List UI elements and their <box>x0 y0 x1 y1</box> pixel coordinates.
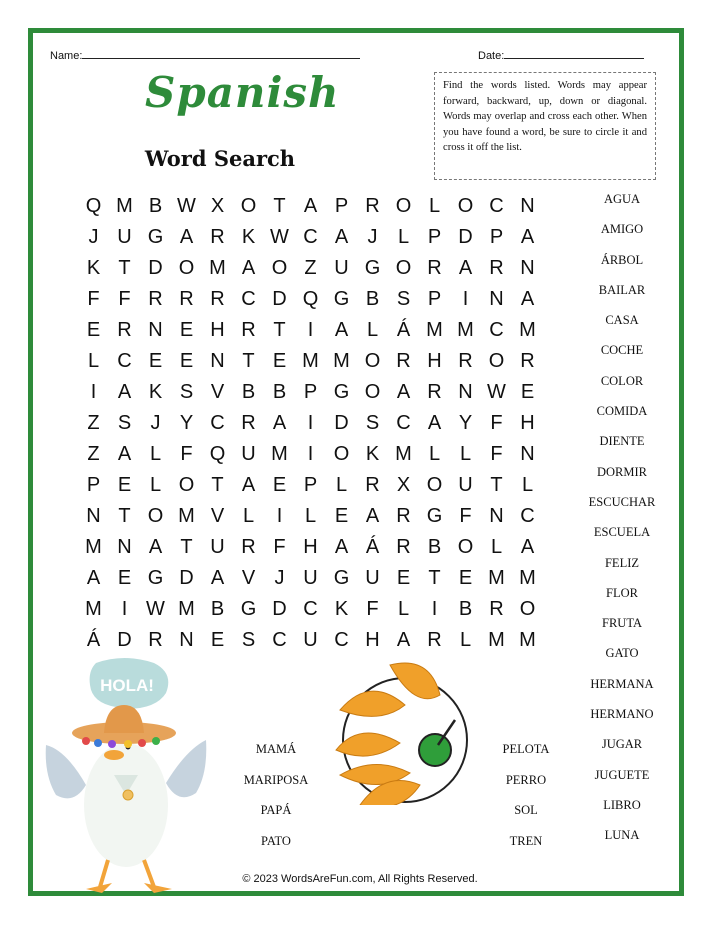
grid-cell[interactable]: G <box>147 226 164 248</box>
title-main: Spanish <box>145 68 340 117</box>
grid-cell[interactable]: W <box>487 381 506 403</box>
grid-cell[interactable]: B <box>272 381 287 403</box>
grid-cell[interactable]: L <box>366 319 379 341</box>
grid-cell[interactable]: C <box>303 226 318 248</box>
empanada-plate-icon <box>330 655 480 805</box>
grid-cell[interactable]: F <box>180 443 193 465</box>
grid-cell[interactable]: H <box>365 629 380 651</box>
grid-cell[interactable]: F <box>490 443 503 465</box>
grid-cell[interactable]: N <box>458 381 473 403</box>
grid-cell[interactable]: X <box>210 195 225 217</box>
grid-cell[interactable]: R <box>396 505 411 527</box>
grid-cell[interactable]: T <box>211 474 224 496</box>
word-item: MAMÁ <box>255 742 297 756</box>
grid-cell[interactable]: T <box>180 536 193 558</box>
grid-cell[interactable]: A <box>396 381 411 403</box>
grid-cell[interactable]: M <box>488 567 505 589</box>
grid-cell[interactable]: G <box>426 505 443 527</box>
grid-cell[interactable]: T <box>118 257 131 279</box>
grid-cell[interactable]: J <box>274 567 285 589</box>
word-item: TREN <box>509 833 543 848</box>
grid-cell[interactable]: D <box>272 598 287 620</box>
grid-cell[interactable]: M <box>457 319 474 341</box>
grid-cell[interactable]: O <box>240 195 257 217</box>
grid-cell[interactable]: L <box>335 474 348 496</box>
grid-cell[interactable]: C <box>303 598 318 620</box>
grid-cell[interactable]: O <box>519 598 536 620</box>
grid-row <box>78 625 543 656</box>
grid-cell[interactable]: E <box>179 319 194 341</box>
word-item: DIENTE <box>599 434 645 449</box>
grid-cell[interactable]: P <box>489 226 504 248</box>
grid-cell[interactable]: N <box>86 505 101 527</box>
grid-cell[interactable]: K <box>148 381 163 403</box>
grid-cell[interactable]: R <box>520 350 535 372</box>
grid-cell[interactable]: M <box>178 598 195 620</box>
grid-cell[interactable]: B <box>458 598 473 620</box>
grid-cell[interactable]: T <box>490 474 503 496</box>
grid-cell[interactable]: E <box>272 350 287 372</box>
word-list-right <box>577 184 667 851</box>
title-sub: Word Search <box>144 146 296 171</box>
grid-cell[interactable]: R <box>148 629 163 651</box>
grid-cell[interactable]: U <box>117 226 132 248</box>
grid-cell[interactable]: O <box>364 350 381 372</box>
word-item: ÁRBOL <box>600 252 644 267</box>
grid-cell[interactable]: N <box>117 536 132 558</box>
grid-cell[interactable]: X <box>396 474 411 496</box>
grid-cell[interactable]: R <box>427 257 442 279</box>
grid-cell[interactable]: B <box>427 536 442 558</box>
word-item: COLOR <box>600 373 644 388</box>
grid-cell[interactable]: R <box>210 226 225 248</box>
grid-row <box>78 315 543 346</box>
grid-cell[interactable]: K <box>365 443 380 465</box>
grid-cell[interactable]: L <box>397 598 410 620</box>
grid-cell[interactable]: E <box>334 505 349 527</box>
grid-cell[interactable]: A <box>117 381 132 403</box>
grid-cell[interactable]: M <box>333 350 350 372</box>
grid-cell[interactable]: N <box>148 319 163 341</box>
grid-cell[interactable]: Z <box>87 412 100 434</box>
grid-cell[interactable]: E <box>117 567 132 589</box>
grid-row <box>78 191 543 222</box>
grid-row <box>78 470 543 501</box>
grid-row <box>78 222 543 253</box>
grid-cell[interactable]: V <box>241 567 256 589</box>
word-item: PATO <box>261 833 291 848</box>
grid-cell[interactable]: U <box>365 567 380 589</box>
grid-cell[interactable]: A <box>272 412 287 434</box>
grid-cell[interactable]: R <box>427 381 442 403</box>
grid-cell[interactable]: O <box>178 257 195 279</box>
grid-cell[interactable]: C <box>117 350 132 372</box>
grid-cell[interactable]: E <box>272 474 287 496</box>
word-item: HERMANO <box>590 707 654 722</box>
grid-cell[interactable]: K <box>241 226 256 248</box>
grid-cell[interactable]: J <box>367 226 378 248</box>
grid-cell[interactable]: R <box>365 474 380 496</box>
word-item: PELOTA <box>502 742 550 756</box>
date-label: Date: <box>478 50 505 62</box>
grid-cell[interactable]: A <box>520 536 535 558</box>
grid-cell[interactable]: R <box>117 319 132 341</box>
grid-cell[interactable]: A <box>241 257 256 279</box>
grid-cell[interactable]: Y <box>179 412 194 434</box>
grid-cell[interactable]: E <box>520 381 535 403</box>
grid-cell[interactable]: Q <box>209 443 226 465</box>
word-item: ESCUCHAR <box>588 494 656 509</box>
grid-cell[interactable]: R <box>210 288 225 310</box>
grid-cell[interactable]: G <box>240 598 257 620</box>
word-item: CASA <box>605 313 639 328</box>
grid-cell[interactable]: L <box>87 350 100 372</box>
grid-cell[interactable]: F <box>273 536 286 558</box>
grid-cell[interactable]: E <box>179 350 194 372</box>
grid-cell[interactable]: M <box>395 443 412 465</box>
grid-cell[interactable]: Z <box>87 443 100 465</box>
grid-cell[interactable]: B <box>241 381 256 403</box>
grid-cell[interactable]: C <box>489 195 504 217</box>
grid-cell[interactable]: A <box>396 629 411 651</box>
word-item: AMIGO <box>600 222 644 237</box>
grid-cell[interactable]: T <box>273 195 286 217</box>
grid-cell[interactable]: J <box>150 412 161 434</box>
grid-cell[interactable]: O <box>457 536 474 558</box>
grid-cell[interactable]: I <box>431 598 438 620</box>
grid-cell[interactable]: M <box>271 443 288 465</box>
grid-cell[interactable]: O <box>178 474 195 496</box>
grid-cell[interactable]: S <box>365 412 380 434</box>
grid-cell[interactable]: S <box>241 629 256 651</box>
grid-cell[interactable]: F <box>87 288 100 310</box>
word-item: FELIZ <box>604 555 640 570</box>
grid-cell[interactable]: C <box>210 412 225 434</box>
word-item: ESCUELA <box>593 525 651 540</box>
grid-cell[interactable]: L <box>459 443 472 465</box>
grid-cell[interactable]: W <box>146 598 165 620</box>
grid-cell[interactable]: T <box>428 567 441 589</box>
grid-cell[interactable]: O <box>488 350 505 372</box>
grid-cell[interactable]: D <box>148 257 163 279</box>
word-item: PAPÁ <box>260 803 292 817</box>
grid-cell[interactable]: A <box>86 567 101 589</box>
grid-cell[interactable]: L <box>304 505 317 527</box>
grid-cell[interactable]: I <box>121 598 128 620</box>
grid-cell[interactable]: L <box>459 629 472 651</box>
grid-cell[interactable]: B <box>365 288 380 310</box>
date-line[interactable] <box>504 47 644 59</box>
word-item: FRUTA <box>602 616 642 631</box>
grid-cell[interactable]: I <box>307 443 314 465</box>
word-item: JUGUETE <box>594 767 650 782</box>
grid-cell[interactable]: A <box>241 474 256 496</box>
word-item: FLOR <box>606 585 638 600</box>
duck-sombrero-icon <box>36 655 216 895</box>
grid-cell[interactable]: M <box>519 629 536 651</box>
grid-cell[interactable]: I <box>276 505 283 527</box>
grid-row <box>78 439 543 470</box>
grid-cell[interactable]: U <box>303 567 318 589</box>
grid-cell[interactable]: O <box>364 381 381 403</box>
grid-cell[interactable]: G <box>364 257 381 279</box>
word-item: LUNA <box>604 828 640 843</box>
grid-cell[interactable]: J <box>88 226 99 248</box>
grid-cell[interactable]: N <box>520 195 535 217</box>
grid-cell[interactable]: E <box>86 319 101 341</box>
grid-row <box>78 501 543 532</box>
grid-cell[interactable]: E <box>458 567 473 589</box>
grid-cell[interactable]: S <box>117 412 132 434</box>
grid-cell[interactable]: G <box>333 567 350 589</box>
grid-cell[interactable]: H <box>303 536 318 558</box>
word-item: SOL <box>514 803 538 817</box>
grid-cell[interactable]: M <box>519 567 536 589</box>
grid-cell[interactable]: A <box>334 536 349 558</box>
date-field[interactable] <box>478 47 644 62</box>
grid-cell[interactable]: M <box>519 319 536 341</box>
grid-cell[interactable]: A <box>179 226 194 248</box>
grid-cell[interactable]: O <box>333 443 350 465</box>
grid-cell[interactable]: A <box>334 319 349 341</box>
grid-cell[interactable]: H <box>210 319 225 341</box>
grid-cell[interactable]: B <box>148 195 163 217</box>
grid-cell[interactable]: A <box>117 443 132 465</box>
grid-cell[interactable]: M <box>178 505 195 527</box>
grid-row <box>78 408 543 439</box>
grid-cell[interactable]: E <box>210 629 225 651</box>
grid-cell[interactable]: S <box>396 288 411 310</box>
grid-cell[interactable]: B <box>210 598 225 620</box>
grid-cell[interactable]: M <box>116 195 133 217</box>
instructions-box: Find the words listed. Words may appear forward, backward, up, down or diagonal. Words may overlap and cross each other. When you have found a word, be sure to circle it and cross it off the list. <box>434 72 656 180</box>
grid-cell[interactable]: Q <box>302 288 319 310</box>
grid-cell[interactable]: T <box>118 505 131 527</box>
grid-cell[interactable]: R <box>458 350 473 372</box>
grid-cell[interactable]: R <box>148 288 163 310</box>
grid-cell[interactable]: G <box>333 288 350 310</box>
word-item: AGUA <box>603 192 641 206</box>
word-list-left <box>226 734 326 856</box>
word-item: PERRO <box>505 772 547 787</box>
grid-cell[interactable]: A <box>520 226 535 248</box>
grid-cell[interactable]: P <box>303 381 318 403</box>
grid-cell[interactable]: Á <box>365 536 380 558</box>
grid-cell[interactable]: A <box>334 226 349 248</box>
speech-bubble-text: HOLA! <box>100 676 154 695</box>
grid-cell[interactable]: O <box>457 195 474 217</box>
grid-cell[interactable]: N <box>520 443 535 465</box>
word-item: MARIPOSA <box>243 772 309 787</box>
grid-cell[interactable]: O <box>147 505 164 527</box>
letter-grid <box>78 191 543 656</box>
grid-cell[interactable]: U <box>241 443 256 465</box>
grid-cell[interactable]: U <box>303 629 318 651</box>
copyright-text: © 2023 WordsAreFun.com, All Rights Reserved. <box>242 873 478 885</box>
grid-cell[interactable]: N <box>489 505 504 527</box>
grid-cell[interactable]: R <box>489 257 504 279</box>
grid-cell[interactable]: R <box>489 598 504 620</box>
grid-cell[interactable]: M <box>85 598 102 620</box>
grid-cell[interactable]: E <box>148 350 163 372</box>
grid-cell[interactable]: D <box>179 567 194 589</box>
grid-cell[interactable]: O <box>271 257 288 279</box>
grid-cell[interactable]: N <box>520 257 535 279</box>
grid-cell[interactable]: L <box>428 443 441 465</box>
grid-cell[interactable]: R <box>427 629 442 651</box>
grid-row <box>78 346 543 377</box>
grid-cell[interactable]: L <box>242 505 255 527</box>
grid-cell[interactable]: L <box>397 226 410 248</box>
grid-cell[interactable]: R <box>241 319 256 341</box>
grid-cell[interactable]: L <box>521 474 534 496</box>
grid-cell[interactable]: P <box>427 288 442 310</box>
grid-cell[interactable]: M <box>302 350 319 372</box>
name-field[interactable] <box>50 47 360 62</box>
grid-cell[interactable]: O <box>426 474 443 496</box>
grid-cell[interactable]: F <box>366 598 379 620</box>
grid-cell[interactable]: A <box>210 567 225 589</box>
grid-cell[interactable]: K <box>86 257 101 279</box>
grid-cell[interactable]: R <box>241 536 256 558</box>
name-label: Name: <box>50 50 83 62</box>
grid-cell[interactable]: T <box>273 319 286 341</box>
word-item: HERMANA <box>590 676 654 691</box>
grid-cell[interactable]: R <box>241 412 256 434</box>
grid-cell[interactable]: C <box>520 505 535 527</box>
grid-cell[interactable]: P <box>427 226 442 248</box>
grid-cell[interactable]: G <box>147 567 164 589</box>
grid-cell[interactable]: U <box>458 474 473 496</box>
grid-cell[interactable]: R <box>396 350 411 372</box>
grid-cell[interactable]: Á <box>396 319 411 341</box>
grid-cell[interactable]: E <box>396 567 411 589</box>
grid-cell[interactable]: C <box>272 629 287 651</box>
grid-cell[interactable]: D <box>334 412 349 434</box>
word-item: GATO <box>605 646 639 661</box>
grid-cell[interactable]: A <box>458 257 473 279</box>
grid-cell[interactable]: R <box>365 195 380 217</box>
grid-cell[interactable]: P <box>334 195 349 217</box>
grid-cell[interactable]: C <box>334 629 349 651</box>
grid-cell[interactable]: I <box>307 412 314 434</box>
grid-cell[interactable]: Z <box>304 257 317 279</box>
grid-cell[interactable]: A <box>303 195 318 217</box>
word-item: COMIDA <box>596 404 648 419</box>
grid-cell[interactable]: L <box>149 443 162 465</box>
word-item: COCHE <box>600 343 644 358</box>
grid-cell[interactable]: A <box>520 288 535 310</box>
grid-cell[interactable]: F <box>490 412 503 434</box>
grid-cell[interactable]: E <box>117 474 132 496</box>
grid-cell[interactable]: R <box>396 536 411 558</box>
grid-cell[interactable]: H <box>427 350 442 372</box>
grid-cell[interactable]: A <box>427 412 442 434</box>
word-item: LIBRO <box>603 797 641 812</box>
grid-cell[interactable]: M <box>209 257 226 279</box>
word-item: BAILAR <box>598 282 646 297</box>
grid-row <box>78 563 543 594</box>
grid-row <box>78 377 543 408</box>
grid-cell[interactable]: L <box>149 474 162 496</box>
grid-cell[interactable]: T <box>242 350 255 372</box>
grid-cell[interactable]: F <box>459 505 472 527</box>
word-list-mid <box>476 734 576 856</box>
grid-cell[interactable]: Q <box>85 195 102 217</box>
grid-cell[interactable]: N <box>179 629 194 651</box>
grid-cell[interactable]: M <box>488 629 505 651</box>
grid-cell[interactable]: L <box>428 195 441 217</box>
grid-row <box>78 594 543 625</box>
grid-cell[interactable]: U <box>334 257 349 279</box>
grid-cell[interactable]: S <box>179 381 194 403</box>
grid-cell[interactable]: U <box>210 536 225 558</box>
grid-cell[interactable]: N <box>210 350 225 372</box>
grid-cell[interactable]: D <box>272 288 287 310</box>
grid-cell[interactable]: V <box>210 505 225 527</box>
grid-cell[interactable]: C <box>396 412 411 434</box>
grid-cell[interactable]: C <box>241 288 256 310</box>
grid-cell[interactable]: I <box>307 319 314 341</box>
word-item: DORMIR <box>596 464 647 479</box>
grid-cell[interactable]: M <box>85 536 102 558</box>
grid-cell[interactable]: L <box>490 536 503 558</box>
grid-row <box>78 284 543 315</box>
grid-cell[interactable]: A <box>365 505 380 527</box>
grid-cell[interactable]: C <box>489 319 504 341</box>
grid-cell[interactable]: O <box>395 257 412 279</box>
grid-cell[interactable]: I <box>462 288 469 310</box>
grid-cell[interactable]: K <box>334 598 349 620</box>
grid-cell[interactable]: Y <box>458 412 473 434</box>
grid-row <box>78 253 543 284</box>
word-item: JUGAR <box>601 737 643 752</box>
name-line[interactable] <box>82 47 360 59</box>
grid-cell[interactable]: G <box>333 381 350 403</box>
grid-cell[interactable]: N <box>489 288 504 310</box>
grid-cell[interactable]: W <box>270 226 289 248</box>
grid-cell[interactable]: P <box>86 474 101 496</box>
grid-row <box>78 532 543 563</box>
grid-cell[interactable]: W <box>177 195 196 217</box>
grid-cell[interactable]: A <box>148 536 163 558</box>
grid-cell[interactable]: H <box>520 412 535 434</box>
grid-cell[interactable]: D <box>117 629 132 651</box>
grid-cell[interactable]: R <box>179 288 194 310</box>
grid-cell[interactable]: I <box>90 381 97 403</box>
grid-cell[interactable]: D <box>458 226 473 248</box>
grid-cell[interactable]: M <box>426 319 443 341</box>
grid-cell[interactable]: Á <box>86 629 101 651</box>
grid-cell[interactable]: P <box>303 474 318 496</box>
grid-cell[interactable]: F <box>118 288 131 310</box>
grid-cell[interactable]: V <box>210 381 225 403</box>
grid-cell[interactable]: O <box>395 195 412 217</box>
